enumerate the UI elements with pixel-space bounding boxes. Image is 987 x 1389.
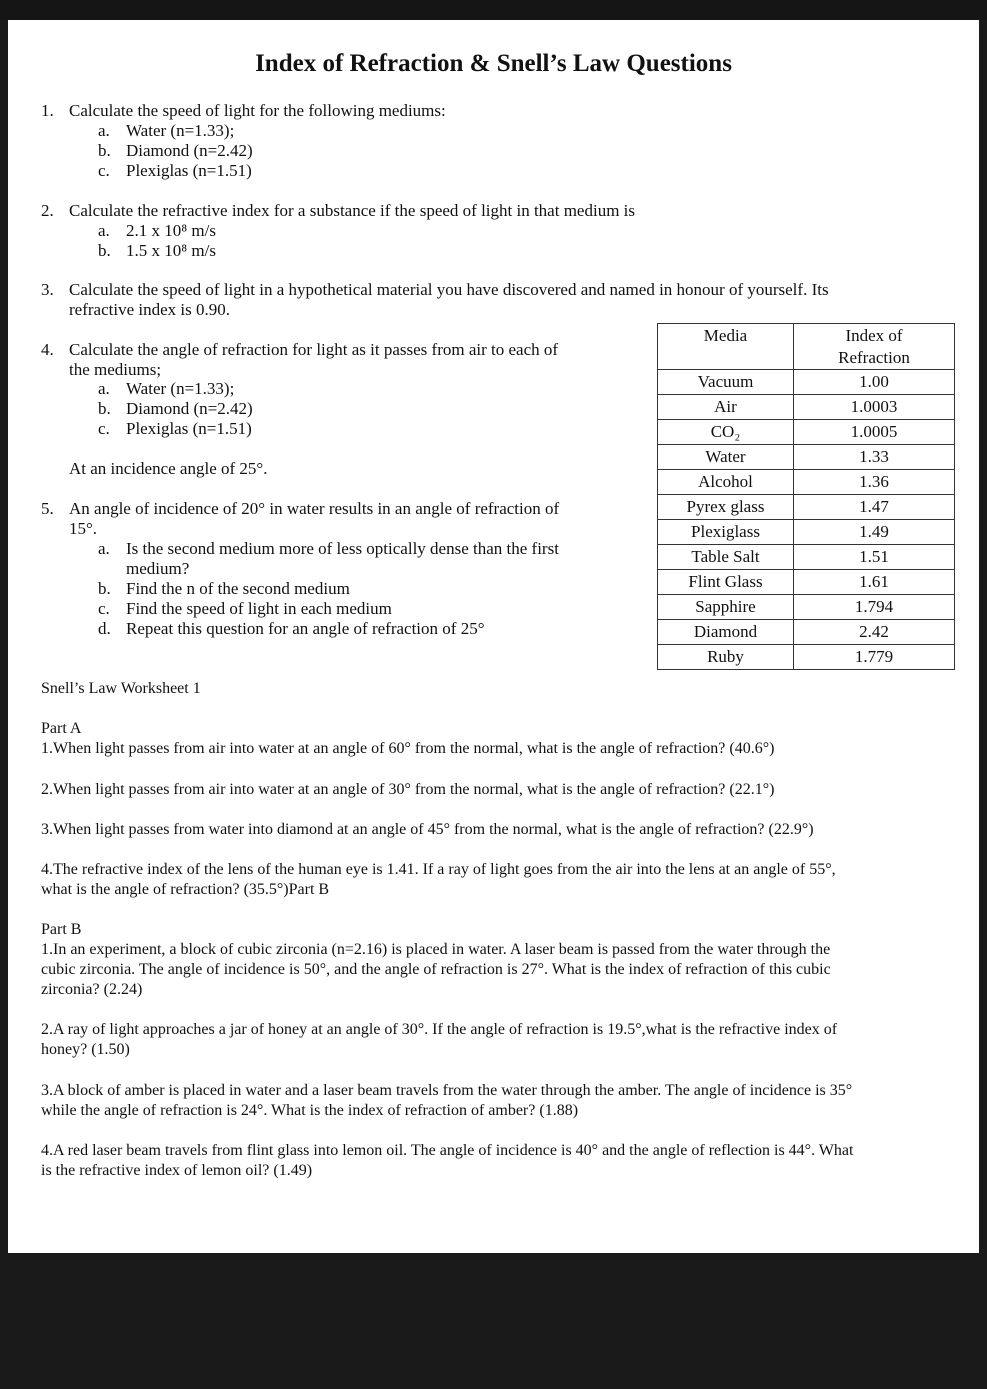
list-item: c. Plexiglas (n=1.51) [98, 419, 252, 438]
list-item: a. Water (n=1.33); [98, 379, 235, 398]
list-item: b. 1.5 x 10⁸ m/s [98, 241, 216, 260]
question-5-cont: 15°. [69, 519, 98, 538]
list-item-cont: medium? [126, 559, 190, 578]
question-3: 3. Calculate the speed of light in a hypothetical material you have discovered and named in honour of yourself. Its [41, 280, 829, 299]
question-4-cont: the mediums; [69, 360, 162, 379]
worksheet-question: 2.A ray of light approaches a jar of honey at an angle of 30°. If the angle of refraction is 19.5°,what is the refractive index of [41, 1021, 838, 1038]
worksheet-question-cont: honey? (1.50) [41, 1041, 130, 1058]
list-item: b. Find the n of the second medium [98, 579, 350, 598]
question-1 [41, 101, 446, 121]
list-item: c. Find the speed of light in each medium [98, 599, 392, 618]
list-item: b. Diamond (n=2.42) [98, 141, 253, 160]
question-text: Calculate the speed of light for the following mediums: [69, 101, 446, 120]
question-4: 4. Calculate the angle of refraction for light as it passes from air to each of [41, 340, 559, 359]
worksheet-question: 4.A red laser beam travels from flint glass into lemon oil. The angle of incidence is 40° and the angle of reflection is 44°. What [41, 1142, 854, 1159]
list-item: c. Plexiglas (n=1.51) [98, 161, 252, 180]
worksheet-question: 3.A block of amber is placed in water and a laser beam travels from the water through the amber. The angle of incidence is 35° [41, 1082, 853, 1099]
table-row: Ruby 1.779 [658, 645, 955, 670]
table-row: Diamond 2.42 [658, 620, 955, 645]
table-row: Vacuum 1.00 [658, 370, 955, 395]
column-header-index: Index of Refraction [794, 324, 955, 370]
part-a-heading: Part A [41, 720, 82, 737]
worksheet-question-cont: what is the angle of refraction? (35.5°)Part B [41, 881, 330, 898]
table-row: Table Salt 1.51 [658, 545, 955, 570]
list-item: b. Diamond (n=2.42) [98, 399, 253, 418]
list-item: a. Is the second medium more of less optically dense than the first [98, 539, 559, 558]
part-b-heading: Part B [41, 921, 82, 938]
worksheet-question: 4.The refractive index of the lens of the human eye is 1.41. If a ray of light goes from the air into the lens at an angle of 55°, [41, 861, 836, 878]
worksheet-question-cont: zirconia? (2.24) [41, 981, 143, 998]
document-page [8, 20, 979, 1253]
worksheet-question: 2.When light passes from air into water at an angle of 30° from the normal, what is the angle of refraction? (22.1°) [41, 781, 775, 798]
table-row: Water 1.33 [658, 445, 955, 470]
incidence-note: At an incidence angle of 25°. [69, 459, 268, 478]
list-item: a. 2.1 x 10⁸ m/s [98, 221, 216, 240]
worksheet-question-cont: while the angle of refraction is 24°. What is the index of refraction of amber? (1.88) [41, 1102, 579, 1119]
table-row: CO₂ 1.0005 [658, 420, 955, 445]
table-row: Flint Glass 1.61 [658, 570, 955, 595]
table-row: Plexiglass 1.49 [658, 520, 955, 545]
worksheet-heading: Snell’s Law Worksheet 1 [41, 680, 201, 697]
worksheet-question-cont: is the refractive index of lemon oil? (1.49) [41, 1162, 313, 1179]
column-header-media: Media [658, 324, 794, 370]
question-3-cont: refractive index is 0.90. [69, 300, 230, 319]
question-2: 2. Calculate the refractive index for a substance if the speed of light in that medium is [41, 201, 636, 220]
top-frame [0, 0, 987, 20]
list-item: d. Repeat this question for an angle of refraction of 25° [98, 619, 485, 638]
refraction-table [657, 323, 955, 670]
worksheet-question: 3.When light passes from water into diamond at an angle of 45° from the normal, what is the angle of refraction? (22.9°) [41, 821, 814, 838]
table-row: Sapphire 1.794 [658, 595, 955, 620]
question-5: 5. An angle of incidence of 20° in water results in an angle of refraction of [41, 499, 560, 518]
worksheet-question: 1.When light passes from air into water at an angle of 60° from the normal, what is the angle of refraction? (40.6°) [41, 740, 775, 757]
worksheet-question-cont: cubic zirconia. The angle of incidence is 50°, and the angle of refraction is 27°. What is the index of refraction of this cubic [41, 961, 831, 978]
table-row: Air 1.0003 [658, 395, 955, 420]
table-header-row [658, 324, 955, 370]
table-row: Pyrex glass 1.47 [658, 495, 955, 520]
worksheet-question: 1.In an experiment, a block of cubic zirconia (n=2.16) is placed in water. A laser beam is passed from the water through the [41, 941, 831, 958]
question-number: 1. [41, 101, 54, 120]
list-item: a. Water (n=1.33); [98, 121, 235, 140]
page-title: Index of Refraction & Snell’s Law Questions [255, 50, 732, 77]
table-row: Alcohol 1.36 [658, 470, 955, 495]
